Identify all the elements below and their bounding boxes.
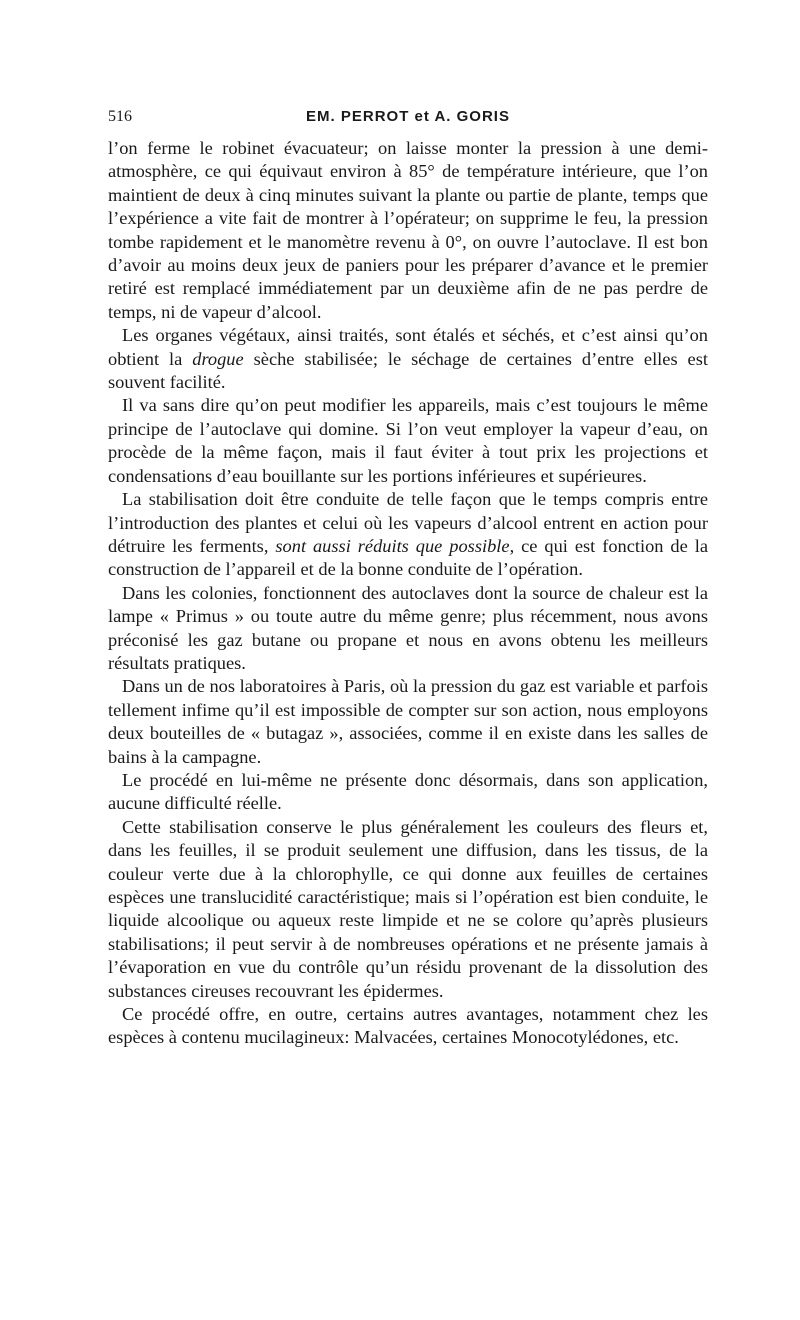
emphasis-drogue: drogue bbox=[192, 348, 244, 369]
book-page bbox=[108, 108, 708, 1050]
page-number: 516 bbox=[108, 108, 132, 125]
paragraph-3: Il va sans dire qu’on peut modifier les appareils, mais c’est toujours le même principe de l’autoclave qui domine. Si l’on veut employer la vapeur d’eau, on procède de la même façon, mais il faut éviter à tout prix les projections et condensations d’eau bouillante sur les portions inférieures et supérieures. bbox=[108, 395, 708, 486]
paragraph-1: l’on ferme le robinet évacuateur; on laisse monter la pression à une demi-atmosphère, ce qui équivaut environ à 85° de température intérieure, que l’on maintient de deux à cinq minutes suivant la plante ou partie de plante, temps que l’expérience a vite fait de montrer à l’opérateur; on supprime le feu, la pression tombe rapidement et le manomètre revenu à 0°, on ouvre l’autoclave. Il est bon d’avoir au moins deux jeux de paniers pour les préparer d’avance et le premier retiré est remplacé immédiatement par un deuxième afin de ne pas perdre de temps, ni de vapeur d’alcool. bbox=[108, 138, 708, 322]
paragraph-8: Cette stabilisation conserve le plus généralement les couleurs des fleurs et, dans les feuilles, il se produit seulement une diffusion, dans les tissus, de la couleur verte due à la chlorophylle, ce qui donne aux feuilles de certaines espèces une translucidité caractéristique; mais si l’opération est bien conduite, le liquide alcoolique ou aqueux reste limpide et ne se colore qu’après plusieurs stabilisations; il peut servir à de nombreuses opérations et ne présente jamais à l’évaporation en vue du contrôle qu’un résidu provenant de la dissolution des substances cireuses recouvrant les épidermes. bbox=[108, 816, 708, 1001]
paragraph-4: La stabilisation doit être conduite de telle façon que le temps compris entre l’introduction des plantes et celui où les vapeurs d’alcool entrent en action pour détruire les ferments, sont aussi réduits que possible, ce qui est fonction de la construction de l’appareil et de la bonne conduite de l’opération. bbox=[108, 489, 708, 580]
paragraph-9: Ce procédé offre, en outre, certains autres avantages, notamment chez les espèces à contenu mucilagineux: Malvacées, certaines Monocotylédones, etc. bbox=[108, 1004, 708, 1048]
paragraph-6: Dans un de nos laboratoires à Paris, où la pression du gaz est variable et parfois tellement infime qu’il est impossible de compter sur son action, nous employons deux bouteilles de « butagaz », associées, comme il en existe dans les salles de bains à la campagne. bbox=[108, 676, 708, 767]
paragraph-5: Dans les colonies, fonctionnent des autoclaves dont la source de chaleur est la lampe « Primus » ou toute autre du même genre; plus récemment, nous avons préconisé les gaz butane ou propane et nous en avons obtenu les meilleurs résultats pratiques. bbox=[108, 582, 708, 673]
paragraph-2: Les organes végétaux, ainsi traités, sont étalés et séchés, et c’est ainsi qu’on obtient la drogue sèche stabilisée; le séchage de certaines d’entre elles est souvent facilité. bbox=[108, 325, 708, 393]
body-text bbox=[108, 137, 708, 1050]
running-title: EM. PERROT et A. GORIS bbox=[306, 108, 510, 125]
emphasis-reduits: sont aussi réduits que possible bbox=[275, 535, 510, 556]
running-head bbox=[108, 108, 708, 130]
paragraph-7: Le procédé en lui-même ne présente donc désormais, dans son application, aucune difficulté réelle. bbox=[108, 769, 708, 814]
